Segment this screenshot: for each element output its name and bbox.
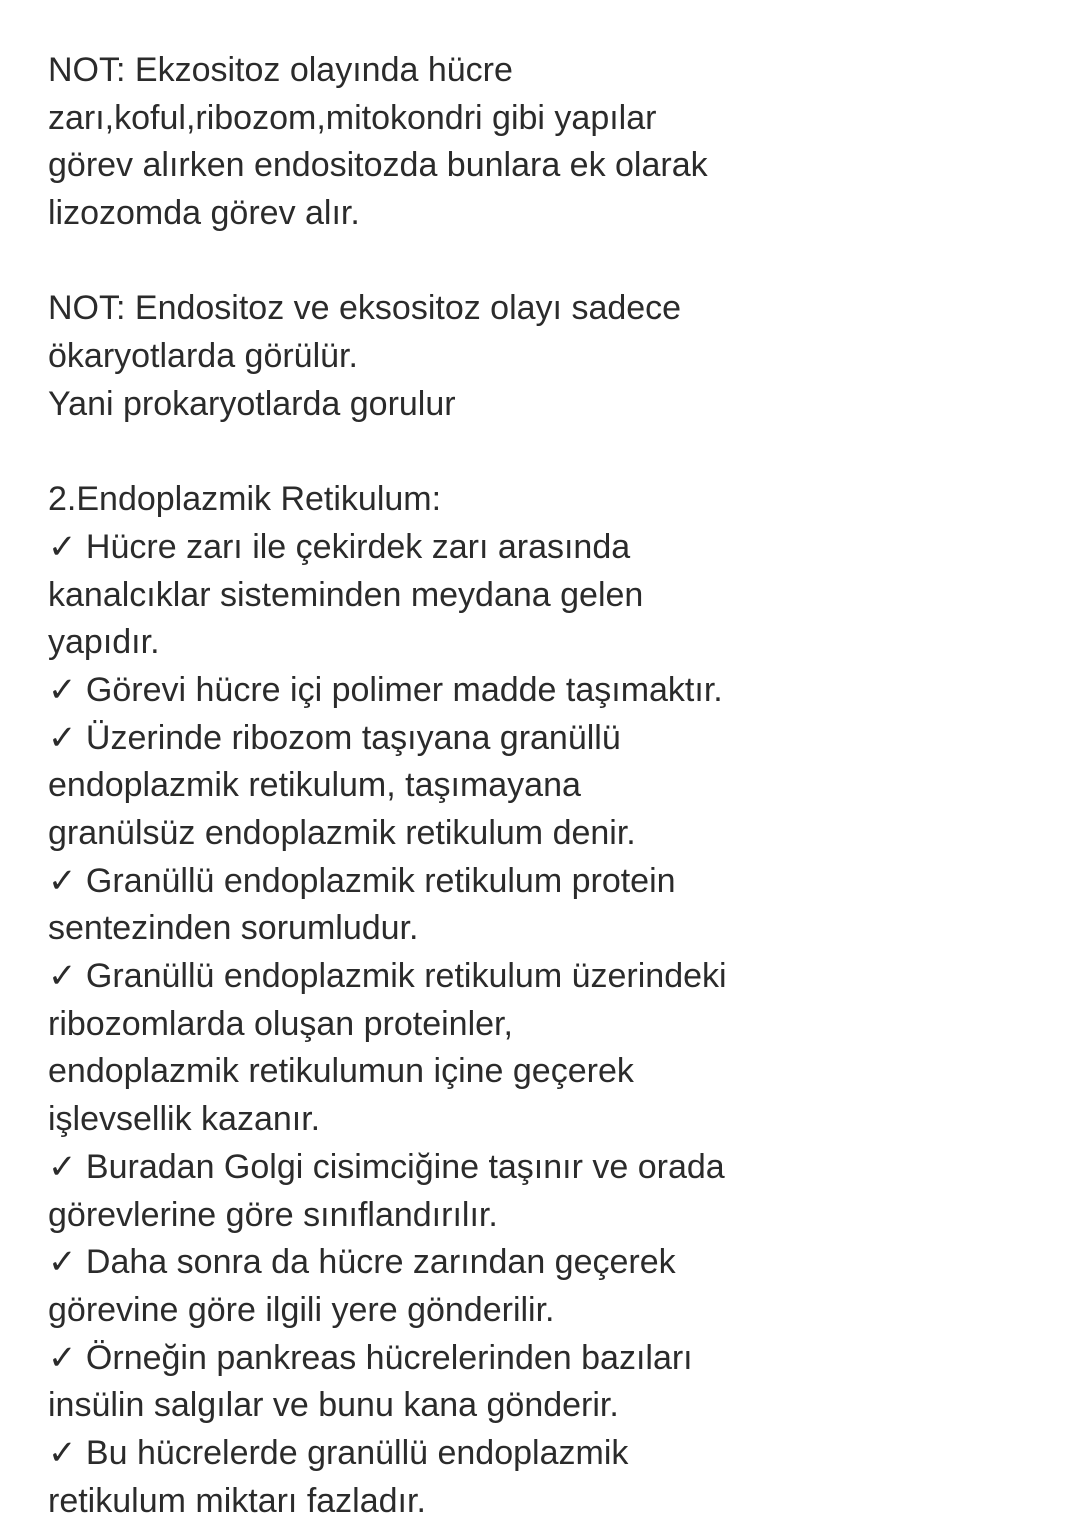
text-line: görevlerine göre sınıflandırılır.	[48, 1195, 498, 1234]
text-line: işlevsellik kazanır.	[48, 1100, 321, 1139]
text-line: endoplazmik retikulum, taşımayana	[48, 766, 581, 805]
text-line: ✓ Daha sonra da hücre zarından geçerek	[48, 1243, 676, 1282]
paragraph	[48, 47, 1048, 238]
text-line: ✓ Üzerinde ribozom taşıyana granüllü	[48, 718, 621, 757]
note-document	[48, 47, 1048, 1525]
text-line: ökaryotlarda görülür.	[48, 337, 358, 376]
text-line: Yani prokaryotlarda gorulur	[48, 384, 456, 423]
text-line: zarı,koful,ribozom,mitokondri gibi yapılar	[48, 98, 657, 137]
text-line: sentezinden sorumludur.	[48, 909, 419, 948]
paragraph	[48, 285, 1048, 428]
text-line: ✓ Örneğin pankreas hücrelerinden bazıları	[48, 1338, 693, 1377]
text-line: görev alırken endositozda bunlara ek olarak	[48, 146, 708, 185]
text-line: granülsüz endoplazmik retikulum denir.	[48, 814, 636, 852]
paragraph-spacer	[48, 429, 1048, 477]
text-line: NOT: Ekzositoz olayında hücre	[48, 51, 513, 89]
text-line: ✓ Bu hücrelerde granüllü endoplazmik	[48, 1433, 629, 1472]
text-line: ✓ Buradan Golgi cisimciğine taşınır ve orada	[48, 1147, 725, 1186]
text-line: lizozomda görev alır.	[48, 194, 360, 233]
text-line: ✓ Granüllü endoplazmik retikulum üzerindeki	[48, 957, 727, 996]
text-line: ribozomlarda oluşan proteinler,	[48, 1004, 513, 1043]
text-line: NOT: Endositoz ve eksositoz olayı sadece	[48, 289, 682, 328]
text-line: ✓ Granüllü endoplazmik retikulum protein	[48, 861, 676, 900]
paragraph-spacer	[48, 238, 1048, 286]
text-line: görevine göre ilgili yere gönderilir.	[48, 1290, 555, 1329]
paragraph	[48, 476, 1048, 1525]
text-line: kanalcıklar sisteminden meydana gelen	[48, 575, 644, 614]
text-line: retikulum miktarı fazladır.	[48, 1481, 426, 1520]
text-line: insülin salgılar ve bunu kana gönderir.	[48, 1386, 619, 1425]
text-line: endoplazmik retikulumun içine geçerek	[48, 1052, 634, 1091]
text-line: ✓ Görevi hücre içi polimer madde taşımaktır.	[48, 670, 723, 709]
text-line: 2.Endoplazmik Retikulum:	[48, 480, 442, 519]
text-line: ✓ Hücre zarı ile çekirdek zarı arasında	[48, 527, 631, 566]
text-line: yapıdır.	[48, 623, 160, 662]
